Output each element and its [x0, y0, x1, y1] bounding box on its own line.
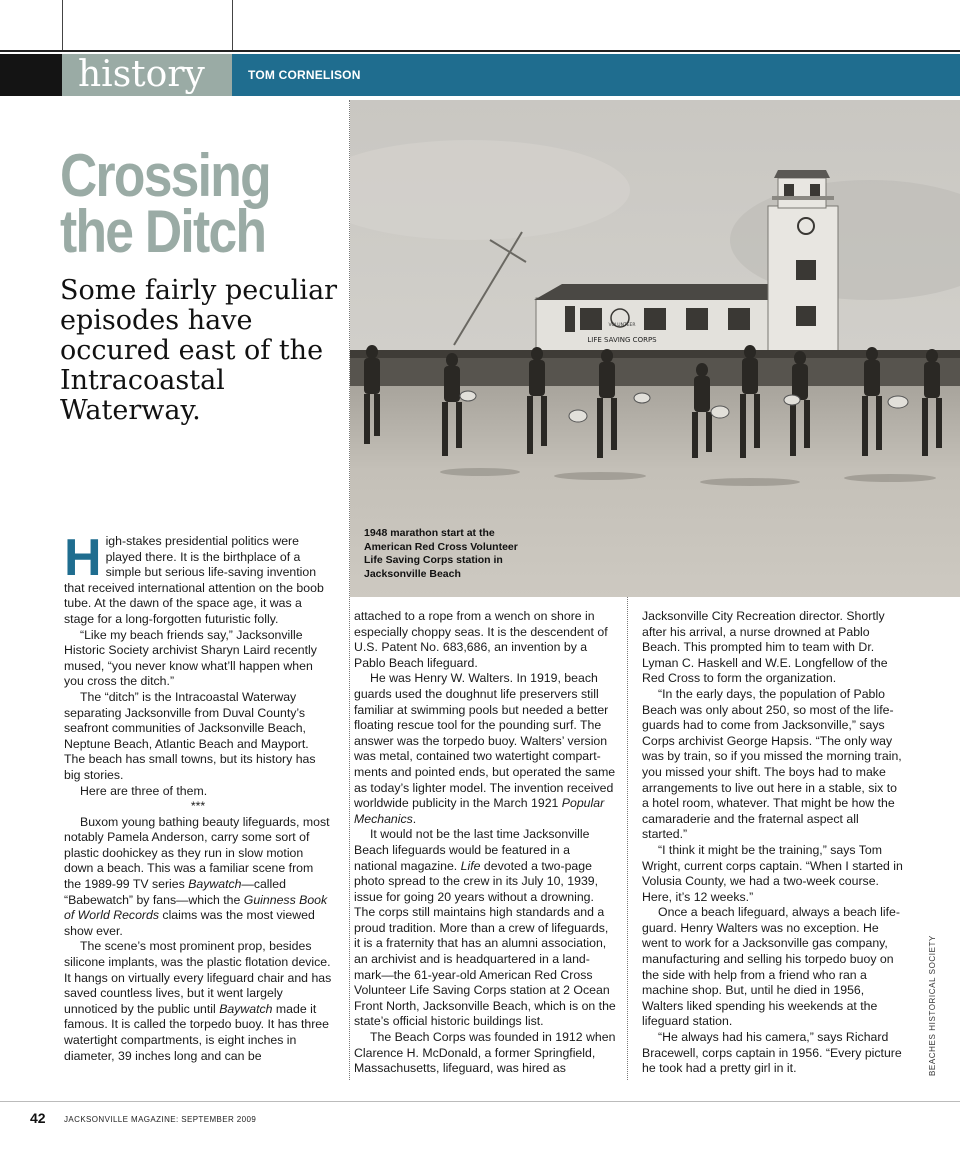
column-separator-2: [627, 597, 628, 1080]
paragraph-text: .: [412, 811, 417, 826]
publication-line: JACKSONVILLE MAGAZINE: SEPTEMBER 2009: [64, 1115, 257, 1124]
author-byline: TOM CORNELISON: [248, 68, 361, 82]
paragraph: [64, 815, 332, 940]
section-label: history: [62, 54, 232, 96]
paragraph-text: —called “Babewatch” by fans—which the: [64, 877, 286, 907]
italic-title: Baywatch: [188, 877, 242, 892]
paragraph: “Like my beach friends say,” Jacksonville Historic Society archivist Sharyn Laird recently mused, “you never know what’ll happen when you cross the ditch.”: [64, 627, 317, 689]
paragraph: Once a beach lifeguard, always a beach life-guard. Henry Walters was no exception. He went to work for a Jacksonville gas company, manufacturing and selling his torpedo buoy on the side with help from a friend who ran a machine shop. But, until he died in 1956, Walters liked spending his weekends at the lifeguard station.: [642, 905, 900, 1029]
header-black-block: [0, 54, 62, 96]
headline: [60, 142, 301, 265]
section-break: ***: [190, 799, 206, 814]
paragraph-text: devoted a two-page photo spread to the crew in its July 10, 1939, issue for going 20 years without a drowning. The corps still maintains high standards and a proud tradition. More than a crew of lifeguards, it is a fraternity that has an alumni association, an archivist and is headquartered in a land-mark—the 61-year-old American Red Cross Volunteer Life Saving Corps station at 2 Ocean Front North, Jacksonville Beach, which is on the state’s official historic buildings list.: [354, 858, 616, 1029]
paragraph: attached to a rope from a wench on shore in especially choppy seas. It is the descendent of U.S. Patent No. 683,686, an invention by a Pablo Beach lifeguard.: [354, 609, 608, 670]
paragraph-text: made it famous. It is called the torpedo buoy. It has three watertight compartments, is eight inches in diameter, 39 inches long and can be: [64, 1001, 329, 1063]
article-column-3: [642, 609, 904, 1077]
paragraph: The “ditch” is the Intracoastal Waterway separating Jacksonville from Duval County’s seafront communities of Jacksonville Beach, Neptune Beach, Atlantic Beach and Mayport. The beach has small towns, but its history has big stories.: [64, 689, 316, 782]
paragraph: “I think it might be the training,” says Tom Wright, current corps captain. “When I started in Volusia County, we had a two-week course. Here, it’s 12 weeks.”: [642, 842, 903, 904]
footer-rule: [0, 1101, 960, 1102]
deck: Some fairly peculiar episodes have occured east of the Intracoastal Waterway.: [60, 275, 338, 426]
paragraph: “In the early days, the population of Pablo Beach was only about 250, so most of the life-guards had to come from Jacksonville,” says Corps archivist George Hapsis. “The only way was by train, so if you missed the morning train, you missed your shift. The boys had to make arrangements to live out here in a stable, six to a hotel room, whatever. That might be how the camaraderie and the fraternal aspect all started.”: [642, 686, 902, 842]
paragraph: The Beach Corps was founded in 1912 when Clarence H. McDonald, a former Springfield, Massachusetts, lifeguard, was hired as: [354, 1030, 616, 1076]
sign-text: LIFE SAVING CORPS: [587, 336, 657, 344]
drop-cap: H: [64, 529, 102, 587]
photo-caption: 1948 marathon start at the American Red Cross Volunteer Life Saving Corps station in Jacksonville Beach: [364, 527, 518, 580]
paragraph: [354, 827, 616, 1030]
photo-illustration: [350, 100, 960, 597]
paragraph: Jacksonville City Recreation director. Shortly after his arrival, a nurse drowned at Pablo Beach. This prompted him to team with Dr. Lyman C. Haskell and W.E. Longfellow of the Red Cross to form the organization.: [642, 609, 888, 686]
paragraph-text: Buxom young bathing beauty lifeguards, most notably Pamela Anderson, carry some sort of plastic doohickey as they run in slow motion down a beach. This was a familiar scene from the 1989-99 TV series: [64, 814, 330, 892]
paragraph-text: The scene’s most prominent prop, besides silicone implants, was the plastic flotation device. It hangs on virtually every lifeguard chair and has saved countless lives, but it went largely unnoticed by the public until: [64, 939, 332, 1016]
paragraph: [354, 671, 616, 827]
paragraph: [64, 939, 332, 1064]
headline-line-2: the Ditch: [60, 198, 266, 265]
page-number: 42: [30, 1110, 46, 1126]
italic-title: Life: [460, 858, 481, 873]
article-column-1: [64, 529, 332, 1064]
top-rule-right: [232, 0, 233, 52]
paragraph-text: He was Henry W. Walters. In 1919, beach guards used the doughnut life preservers still familiar at swimming pools but needed a better floating rescue tool for the pounding surf. The answer was the torpedo buoy. Walters’ version was metal, contained two watertight compart-ments and pointed ends, but operated the same as today’s lighter model. The invention received worldwide publicity in the March 1921: [354, 671, 616, 811]
article-column-2: [354, 609, 616, 1077]
italic-title: Guinness Book of World Records: [64, 892, 328, 923]
paragraph: [64, 529, 332, 628]
paragraph: Here are three of them.: [80, 783, 208, 798]
paragraph-text: It would not be the last time Jacksonville Beach lifeguards would be featured in a national magazine.: [354, 827, 590, 873]
top-line: [0, 50, 960, 52]
italic-title: Popular Mechanics: [354, 796, 605, 826]
top-rule-left: [62, 0, 63, 52]
lifeguard-marathon-photo: [350, 100, 960, 597]
photo-credit: BEACHES HISTORICAL SOCIETY: [928, 935, 937, 1076]
italic-title: Baywatch: [219, 1001, 273, 1016]
paragraph-text: igh-stakes presidential politics were played there. It is the birthplace of a simple but serious life-saving invention that received international attention on the boob tube. At the dawn of the space age, it was a stage for a long-forgotten futuristic folly.: [64, 534, 324, 626]
paragraph: “He always had his camera,” says Richard Bracewell, corps captain in 1956. “Every picture he took had a pretty girl in it.: [642, 1030, 902, 1076]
paragraph-text: claims was the most viewed show ever.: [64, 908, 315, 938]
sign-small-text: VOLUNTEER: [608, 323, 636, 328]
headline-line-1: Crossing: [60, 142, 270, 209]
column-separator-1: [349, 100, 350, 1080]
